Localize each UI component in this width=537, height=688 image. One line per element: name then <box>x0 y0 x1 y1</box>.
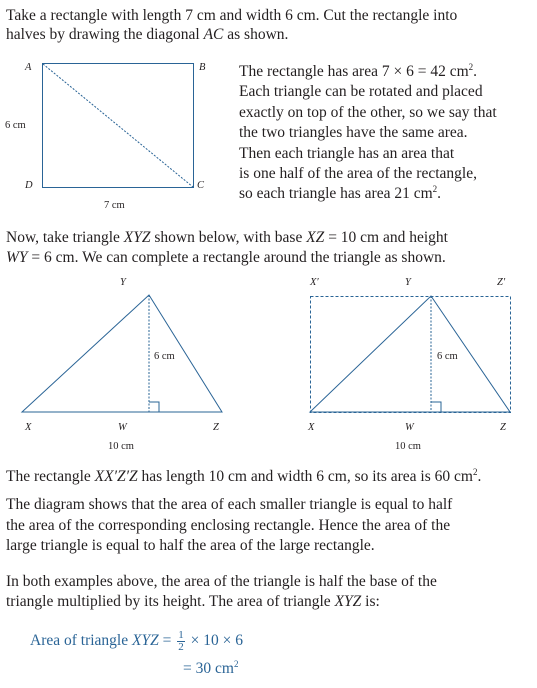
right-vertex-z-label: Z <box>500 422 506 433</box>
text: = 10 cm and height <box>324 229 448 246</box>
right-vertex-x-prime-label: X′ <box>310 277 319 288</box>
intro-text-end: as shown. <box>223 26 289 43</box>
right-height-label: 6 cm <box>437 351 458 362</box>
triangle-name: XYZ <box>334 593 362 610</box>
intro-line-2 <box>6 24 288 45</box>
length-label: 7 cm <box>104 200 125 211</box>
side-text-line-1 <box>239 61 477 82</box>
side-text-line-2: Each triangle can be rotated and placed <box>239 83 483 100</box>
second-intro-line-1 <box>6 227 448 248</box>
height-name: WY <box>6 249 28 266</box>
right-base-label: 10 cm <box>395 441 421 452</box>
vertex-a-label: A <box>25 62 32 73</box>
vertex-c-label: C <box>197 180 205 191</box>
base-name: XZ <box>306 229 325 246</box>
left-vertex-x-label: X <box>25 422 32 433</box>
period: . <box>477 468 482 485</box>
examples-paragraph-line-1: In both examples above, the area of the triangle is half the base of the <box>6 573 437 590</box>
period: . <box>473 63 478 80</box>
right-vertex-x-label: X <box>308 422 315 433</box>
width-label: 6 cm <box>5 120 26 131</box>
area-formula-line-1 <box>30 630 243 653</box>
enclosing-rectangle <box>311 297 511 413</box>
text: shown below, with base <box>150 229 307 246</box>
triangle-xyz-left <box>22 295 222 412</box>
fraction-one-half <box>177 630 185 653</box>
side-text-line-5: Then each triangle has an area that <box>239 145 455 162</box>
triangle-xyz-right <box>310 296 510 412</box>
intro-text: halves by drawing the diagonal <box>6 26 204 43</box>
diagram-paragraph-line-1: The diagram shows that the area of each smaller triangle is equal to half <box>6 496 453 513</box>
side-text-line-7 <box>239 183 441 204</box>
right-vertex-z-prime-label: Z′ <box>497 277 506 288</box>
diagonal-name: AC <box>203 26 224 43</box>
rectangle-name: XX′Z′Z <box>94 468 138 485</box>
diagram-paragraph-line-2: the area of the corresponding enclosing rectangle. Hence the area of the <box>6 517 451 534</box>
fraction-numerator: 1 <box>178 629 184 641</box>
right-vertex-y-label: Y <box>405 277 411 288</box>
text: The rectangle <box>6 468 95 485</box>
triangle-name: XYZ <box>132 632 159 650</box>
second-intro-line-2 <box>6 247 446 268</box>
diagram-paragraph-line-3: large triangle is equal to half the area of the large rectangle. <box>6 537 375 554</box>
superscript: 2 <box>233 658 239 669</box>
side-text-line-4: the two triangles have the same area. <box>239 124 468 141</box>
area-formula-line-2 <box>183 658 238 679</box>
formula-label: Area of triangle <box>30 632 132 650</box>
diagonal-ac <box>43 64 193 187</box>
triangle-area-text: so each triangle has area 21 cm <box>239 185 433 202</box>
left-vertex-y-label: Y <box>120 277 126 288</box>
text: = 6 cm. We can complete a rectangle around the triangle as shown. <box>27 249 446 266</box>
superscript: 2 <box>468 61 474 72</box>
left-vertex-w-label: W <box>118 422 127 433</box>
side-text-line-6: is one half of the area of the rectangle, <box>239 165 477 182</box>
equals-sign: = <box>158 632 176 650</box>
rect-area-text: The rectangle has area 7 × 6 = 42 cm <box>239 63 469 80</box>
examples-paragraph-line-2 <box>6 591 380 612</box>
right-angle-marker-right <box>431 402 441 412</box>
side-text-line-3: exactly on top of the other, so we say that <box>239 104 497 121</box>
vertex-b-label: B <box>199 62 206 73</box>
right-angle-marker-left <box>149 402 159 412</box>
text: Now, take triangle <box>6 229 124 246</box>
formula-product: × 10 × 6 <box>186 632 243 650</box>
superscript: 2 <box>472 466 478 477</box>
left-vertex-z-label: Z <box>213 422 219 433</box>
text: is: <box>361 593 380 610</box>
vertex-d-label: D <box>25 180 33 191</box>
formula-result: = 30 cm <box>183 660 234 677</box>
right-vertex-w-label: W <box>405 422 414 433</box>
rectangle-area-paragraph <box>6 466 481 487</box>
triangle-name: XYZ <box>123 229 151 246</box>
text: triangle multiplied by its height. The area of triangle <box>6 593 335 610</box>
period: . <box>437 185 442 202</box>
intro-line-1: Take a rectangle with length 7 cm and width 6 cm. Cut the rectangle into <box>6 7 458 24</box>
rectangle-abcd <box>43 64 194 188</box>
left-height-label: 6 cm <box>154 351 175 362</box>
left-base-label: 10 cm <box>108 441 134 452</box>
superscript: 2 <box>432 183 438 194</box>
text: has length 10 cm and width 6 cm, so its area is 60 cm <box>137 468 473 485</box>
fraction-denominator: 2 <box>178 641 184 653</box>
